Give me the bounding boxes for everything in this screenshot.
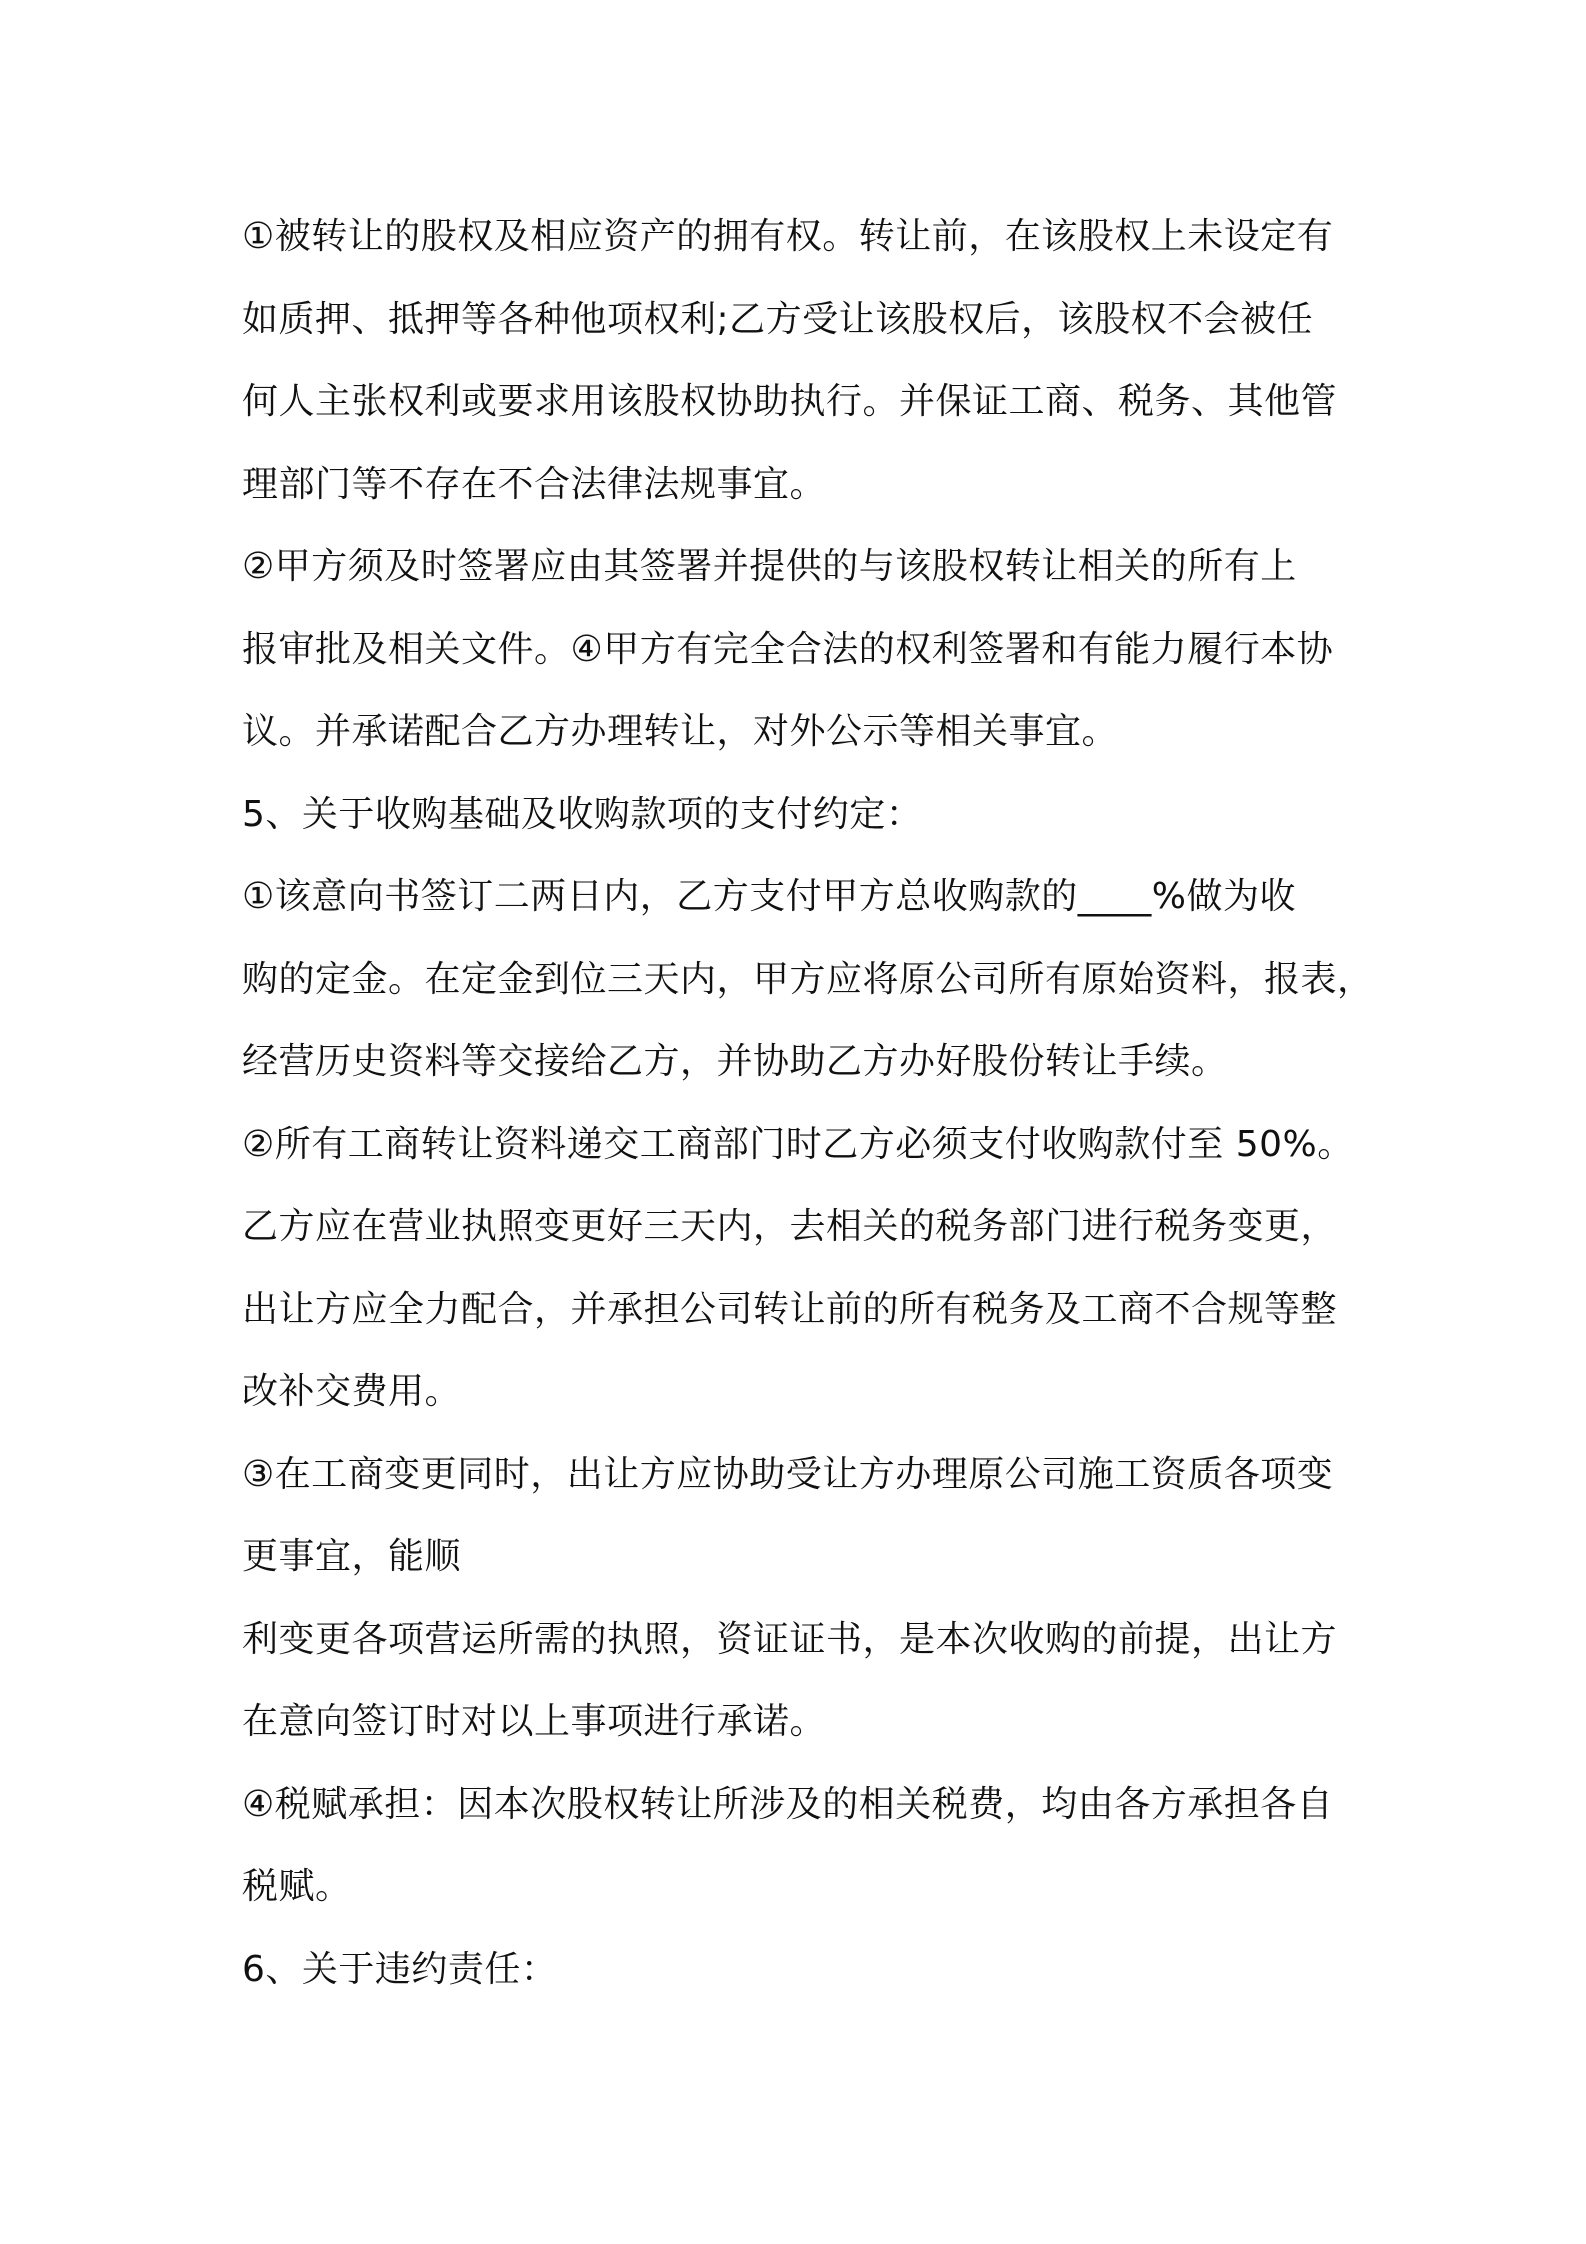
text-line: 经营历史资料等交接给乙方，并协助乙方办好股份转让手续。	[242, 1041, 1228, 1082]
text-line: 如质押、抵押等各种他项权利;乙方受让该股权后，该股权不会被任	[242, 298, 1314, 340]
document-body	[242, 196, 1374, 2011]
text-line: ③在工商变更同时，出让方应协助受让方办理原公司施工资质各项变	[242, 1453, 1334, 1495]
section-heading: 5、关于收购基础及收购款项的支付约定：	[242, 793, 923, 835]
text-line: 改补交费用。	[242, 1371, 462, 1412]
section-heading: 6、关于违约责任：	[242, 1948, 558, 1990]
text-line: ①该意向书签订二两日内，乙方支付甲方总收购款的____%做为收	[242, 876, 1296, 917]
text-line: 更事宜，能顺	[242, 1536, 462, 1577]
text-line: 报审批及相关文件。④甲方有完全合法的权利签署和有能力履行本协	[242, 628, 1334, 670]
text-line: ①被转让的股权及相应资产的拥有权。转让前，在该股权上未设定有	[242, 216, 1334, 257]
text-line: ④税赋承担：因本次股权转让所涉及的相关税费，均由各方承担各自	[242, 1783, 1334, 1825]
text-line: ②甲方须及时签署应由其签署并提供的与该股权转让相关的所有上	[242, 546, 1297, 587]
text-line: 税赋。	[242, 1866, 352, 1907]
text-line: 议。并承诺配合乙方办理转让，对外公示等相关事宜。	[242, 711, 1119, 752]
text-line: 何人主张权利或要求用该股权协助执行。并保证工商、税务、其他管	[242, 381, 1338, 422]
text-line: 利变更各项营运所需的执照，资证证书，是本次收购的前提，出让方	[242, 1618, 1338, 1660]
text-line: 购的定金。在定金到位三天内，甲方应将原公司所有原始资料，报表，	[242, 958, 1374, 1000]
text-line: 出让方应全力配合，并承担公司转让前的所有税务及工商不合规等整	[242, 1288, 1338, 1330]
text-line: 乙方应在营业执照变更好三天内，去相关的税务部门进行税务变更，	[242, 1206, 1338, 1247]
text-line: ②所有工商转让资料递交工商部门时乙方必须支付收购款付至 50%。	[242, 1123, 1354, 1165]
text-line: 在意向签订时对以上事项进行承诺。	[242, 1701, 827, 1742]
text-line: 理部门等不存在不合法律法规事宜。	[242, 463, 827, 505]
